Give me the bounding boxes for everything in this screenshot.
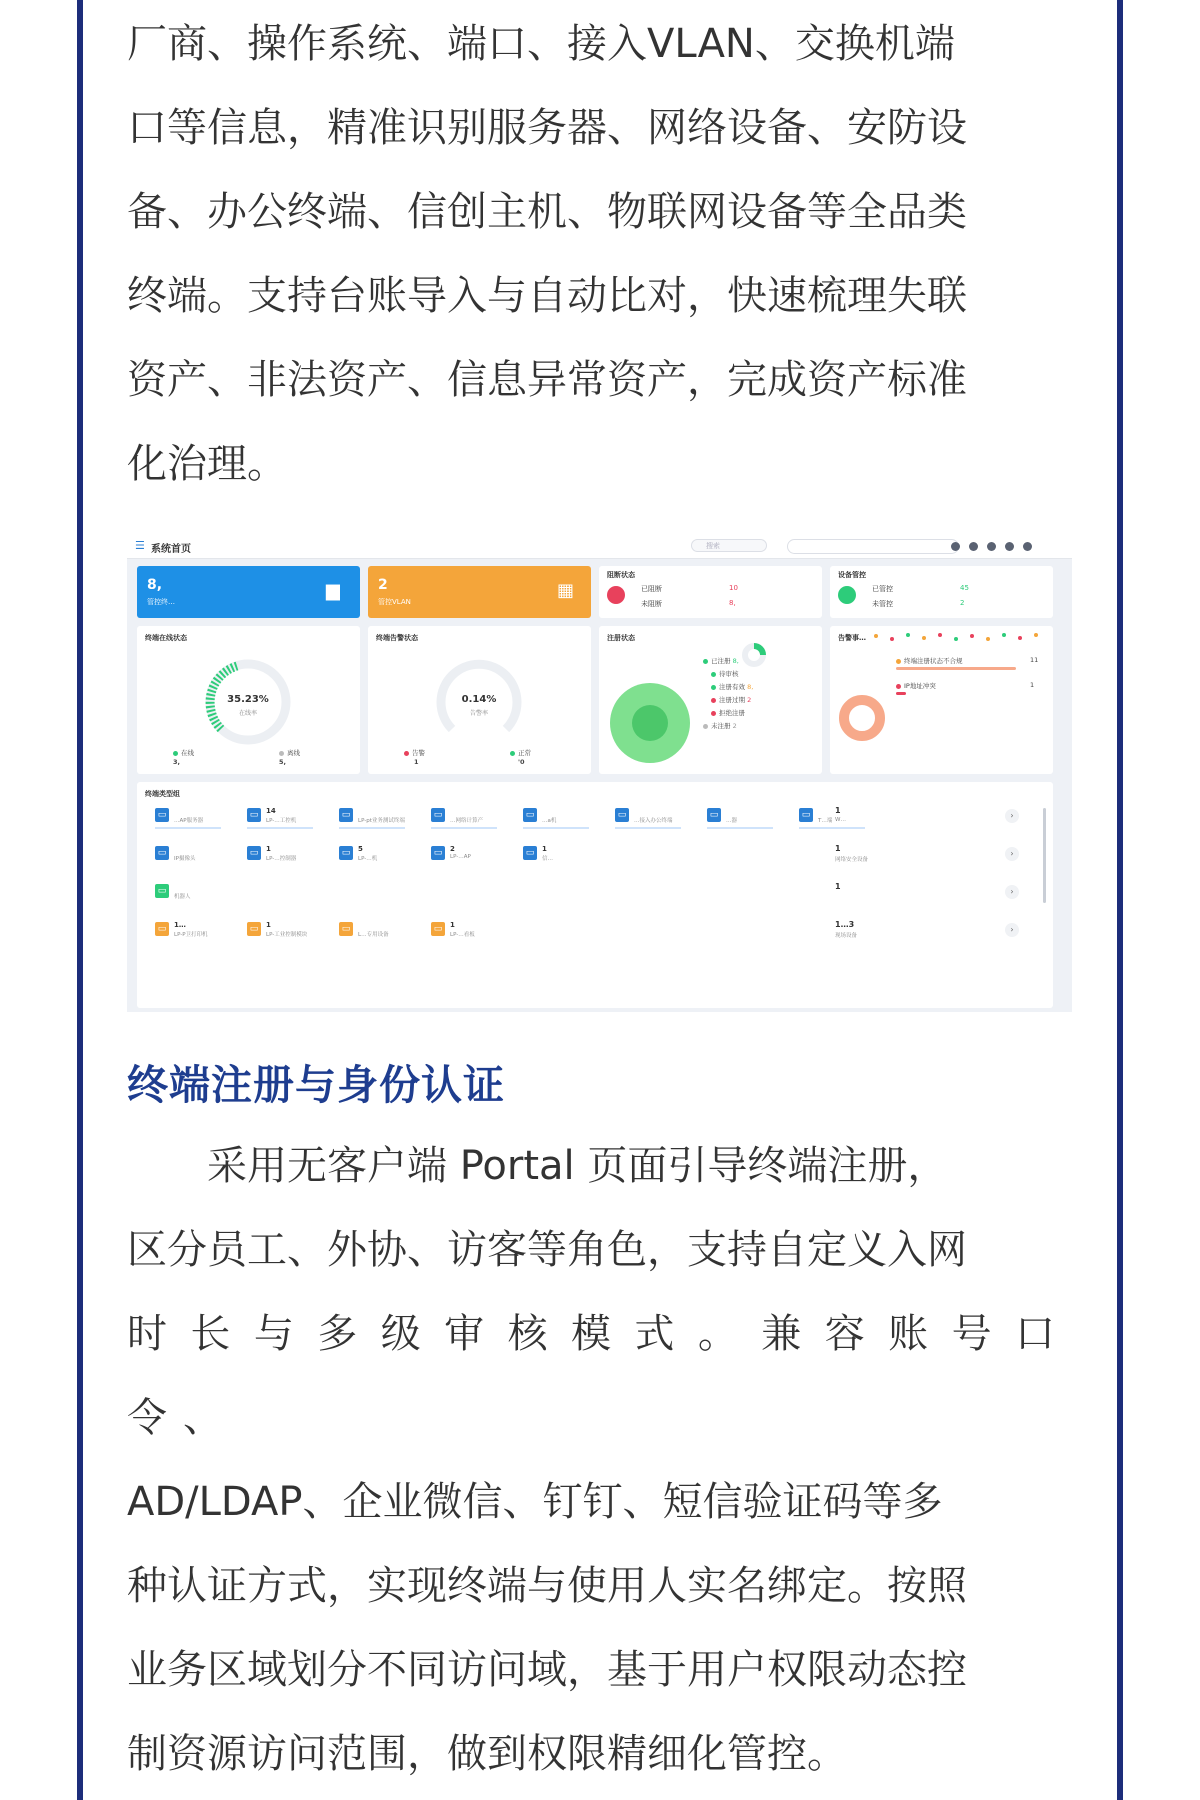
bell-icon[interactable] [987, 542, 996, 551]
terminal-type-item[interactable] [431, 808, 501, 832]
terminal-type-bar [799, 827, 865, 829]
legend-alarm-value: 1 [414, 758, 419, 766]
device-icon: ▭ [339, 846, 353, 860]
block-row-label: 已阻断 [641, 585, 662, 593]
search-icon[interactable] [951, 542, 960, 551]
device-icon: ▭ [615, 808, 629, 822]
group-label: W… [835, 817, 846, 823]
alarm-event-count: 1 [1030, 681, 1035, 689]
terminal-type-label: LP-…控制器 [266, 856, 297, 862]
paragraph-line: 区分员工、外协、访客等角色，支持自定义入网 [127, 1227, 967, 1273]
block-icon [607, 586, 625, 604]
paragraph-line: 时长与多级审核模式。兼容账号口令、 [127, 1311, 1071, 1441]
alarm-rate-label: 告警率 [469, 710, 488, 717]
stat-label: 管控终… [147, 598, 175, 606]
terminal-type-item[interactable] [339, 808, 409, 832]
legend-alarm: 告警 [404, 748, 425, 757]
device-icon: ▭ [339, 922, 353, 936]
menu-icon[interactable]: ☰ [135, 539, 145, 552]
block-row-value: 10 [729, 584, 738, 592]
terminal-type-count: 1 [450, 921, 455, 929]
alarm-donut [832, 688, 892, 748]
paragraph-registration-auth [127, 1124, 1071, 1796]
device-icon: ▭ [523, 808, 537, 822]
terminal-type-item[interactable] [155, 922, 225, 946]
alarm-rate-value: 0.14% [461, 694, 497, 705]
terminal-type-label: LP-…看板 [450, 932, 475, 938]
global-search-input[interactable] [787, 539, 959, 554]
terminal-type-item[interactable] [707, 808, 777, 832]
paragraph-line: 厂商、操作系统、端口、接入VLAN、交换机端 [127, 21, 955, 67]
device-icon: ▭ [155, 808, 169, 822]
group-label: 现场设备 [835, 933, 858, 939]
terminal-type-count: 14 [266, 807, 276, 815]
group-count: 1 [835, 806, 841, 815]
expand-arrow-icon[interactable]: › [1005, 923, 1019, 937]
compass-icon[interactable] [969, 542, 978, 551]
card-title: 设备管控 [838, 571, 866, 579]
search-input[interactable]: 搜索 [691, 539, 767, 552]
dashboard-title: 系统首页 [151, 544, 191, 555]
terminal-type-bar [247, 827, 313, 829]
terminal-type-label: …AP服务器 [174, 818, 204, 824]
terminal-type-label: LP-…工控机 [266, 818, 297, 824]
terminal-type-item[interactable] [155, 808, 225, 832]
block-status-card [599, 566, 822, 618]
device-icon: ▭ [431, 808, 445, 822]
card-title: 终端在线状态 [145, 634, 187, 642]
terminal-type-bar [431, 827, 497, 829]
paragraph-line: 备、办公终端、信创主机、物联网设备等全品类 [127, 189, 967, 235]
paragraph-line: 终端。支持台账导入与自动比对，快速梳理失联 [127, 273, 967, 319]
terminal-type-bar [707, 827, 773, 829]
group-count: 1…3 [835, 920, 855, 929]
terminal-type-bar [523, 827, 589, 829]
terminal-type-count: 5 [358, 845, 363, 853]
alarm-event-bar [896, 692, 906, 695]
device-icon: ▭ [247, 922, 261, 936]
legend-offline-value: 5, [279, 758, 286, 766]
alarm-events-card [830, 626, 1053, 774]
monitor-icon: ▆ [326, 580, 340, 601]
paragraph-line: 制资源访问范围，做到权限精细化管控。 [127, 1731, 847, 1777]
terminal-type-label: LP-pt业务测试终端 [358, 818, 405, 824]
card-title: 终端告警状态 [376, 634, 418, 642]
device-icon: ▭ [431, 922, 445, 936]
control-row-label: 未管控 [872, 600, 893, 608]
group-count: 1 [835, 882, 841, 891]
terminal-type-count: 1 [266, 921, 271, 929]
device-control-card [830, 566, 1053, 618]
terminal-type-bar [339, 827, 405, 829]
terminal-type-item[interactable] [431, 846, 501, 870]
online-status-card [137, 626, 360, 774]
paragraph-line: 口等信息，精准识别服务器、网络设备、安防设 [127, 105, 967, 151]
terminal-type-count: 1… [174, 921, 186, 929]
terminal-type-item[interactable] [155, 846, 225, 870]
group-count: 1 [835, 844, 841, 853]
control-row-value: 2 [960, 599, 965, 607]
alarm-dots-strip [870, 630, 1050, 644]
dashboard-topbar [127, 534, 1072, 559]
block-row-label: 未阻断 [641, 600, 662, 608]
device-icon: ▭ [155, 922, 169, 936]
alarm-event-bar [896, 667, 1016, 670]
block-row-value: 8, [729, 599, 736, 607]
expand-arrow-icon[interactable]: › [1005, 809, 1019, 823]
device-icon: ▭ [155, 884, 169, 898]
terminal-type-item[interactable] [799, 808, 869, 832]
paragraph-asset-identification [127, 2, 1071, 506]
shield-icon [838, 586, 856, 604]
legend-normal-value: '0 [518, 758, 525, 766]
control-row-label: 已管控 [872, 585, 893, 593]
terminal-type-label: 信… [542, 856, 554, 862]
legend-online-value: 3, [173, 758, 180, 766]
card-title: 阻断状态 [607, 571, 635, 579]
device-icon: ▭ [339, 808, 353, 822]
page-frame-right [1117, 0, 1123, 1800]
device-icon: ▭ [431, 846, 445, 860]
terminal-type-item[interactable] [523, 846, 593, 870]
legend-offline: 离线 [279, 748, 300, 757]
device-icon: ▭ [247, 846, 261, 860]
terminal-type-label: T…端 [818, 818, 833, 824]
paragraph-line: AD/LDAP、企业微信、钉钉、短信验证码等多 [127, 1479, 943, 1525]
terminal-type-count: 1 [266, 845, 271, 853]
paragraph-line: 种认证方式，实现终端与使用人实名绑定。按照 [127, 1563, 967, 1609]
terminal-type-item[interactable] [247, 808, 317, 832]
stat-label: 管控VLAN [378, 598, 411, 606]
card-title: 告警事… [838, 634, 866, 642]
device-icon: ▭ [155, 846, 169, 860]
terminal-type-label: 机器人 [174, 894, 191, 900]
register-status-card: 注册状态 已注册 8, 待审核 注册有效 8, 注册过期 2 拒绝注册 未注册 2 [599, 626, 822, 774]
scrollbar[interactable] [1043, 808, 1046, 903]
control-row-value: 45 [960, 584, 969, 592]
terminal-type-label: IP摄像头 [174, 856, 196, 862]
device-icon: ▭ [707, 808, 721, 822]
device-icon: ▭ [799, 808, 813, 822]
grid-icon: ▦ [557, 580, 575, 601]
terminal-type-label: …网络计算产 [450, 818, 484, 824]
terminal-type-item[interactable] [339, 922, 409, 946]
online-rate-value: 35.23% [227, 694, 269, 705]
card-title: 终端类型组 [145, 790, 180, 798]
terminal-type-item[interactable] [523, 808, 593, 832]
terminal-type-label: …接入办公终端 [634, 818, 673, 824]
alarm-event-count: 11 [1030, 656, 1039, 664]
alarm-status-card [368, 626, 591, 774]
terminal-type-item[interactable] [247, 846, 317, 870]
terminal-type-label: LP-工业控制模块 [266, 932, 308, 938]
managed-vlan-card[interactable] [368, 566, 591, 618]
terminal-type-item[interactable] [431, 922, 501, 946]
expand-arrow-icon[interactable]: › [1005, 847, 1019, 861]
group-label: 网络安全设备 [835, 857, 869, 863]
terminal-type-count: 2 [450, 845, 455, 853]
stat-value: 8, [147, 577, 163, 593]
terminal-type-count: 1 [542, 845, 547, 853]
expand-arrow-icon[interactable]: › [1005, 885, 1019, 899]
terminal-type-label: LP-…AP [450, 854, 471, 860]
terminal-type-label: L…专用设备 [358, 932, 389, 938]
lock-icon[interactable] [1005, 542, 1014, 551]
terminal-type-item[interactable] [615, 808, 685, 832]
managed-terminals-card[interactable] [137, 566, 360, 618]
paragraph-line: 业务区域划分不同访问域，基于用户权限动态控 [127, 1647, 967, 1693]
terminal-type-item[interactable] [339, 846, 409, 870]
dashboard-screenshot [127, 534, 1072, 1012]
terminal-type-bar [615, 827, 681, 829]
terminal-type-label: …a机 [542, 818, 557, 824]
card-title: 注册状态 [607, 634, 635, 642]
terminal-type-item[interactable] [155, 884, 225, 908]
terminal-type-label: LP-P卫打印机 [174, 932, 208, 938]
device-icon: ▭ [523, 846, 537, 860]
online-rate-label: 在线率 [238, 710, 257, 717]
alarm-event-row: 终端注册状态不合规 [896, 656, 963, 665]
gear-icon[interactable] [1023, 542, 1032, 551]
legend-normal: 正常 [510, 748, 531, 757]
terminal-type-item[interactable] [247, 922, 317, 946]
paragraph-line: 资产、非法资产、信息异常资产，完成资产标准 [127, 357, 967, 403]
stat-value: 2 [378, 577, 388, 593]
terminal-type-label: …器 [726, 818, 738, 824]
page-frame-left [77, 0, 83, 1800]
legend-online: 在线 [173, 748, 194, 757]
device-icon: ▭ [247, 808, 261, 822]
terminal-type-label: LP-…机 [358, 856, 378, 862]
terminal-types-card [137, 782, 1053, 1008]
alarm-event-row: IP地址冲突 [896, 681, 936, 690]
terminal-type-bar [155, 827, 221, 829]
register-mini-donut [739, 640, 769, 670]
paragraph-line: 采用无客户端 Portal 页面引导终端注册， [207, 1143, 948, 1189]
paragraph-line: 化治理。 [127, 441, 287, 487]
section-heading: 终端注册与身份认证 [127, 1061, 505, 1109]
